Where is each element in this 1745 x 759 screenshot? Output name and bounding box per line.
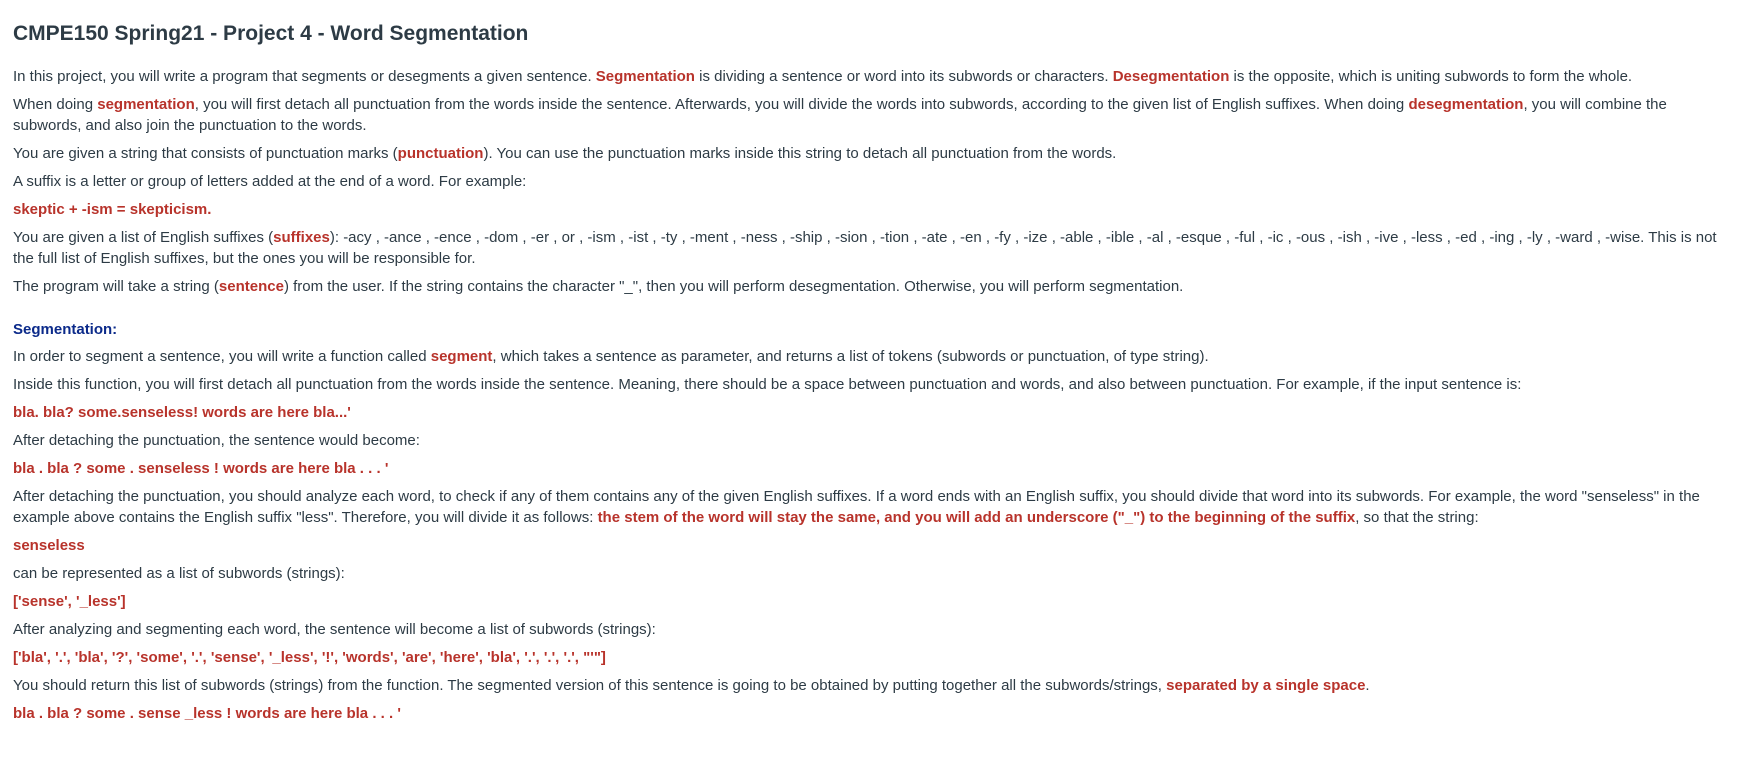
text: After detaching the punctuation, you should analyze each word, to check if any of them contains any of the given English suffixes. If a word ends with an English suffix, you should divide that word into its subwords. For example, the word "senseless" in the example above contains the English suffix "less". Therefore, you will divide it as follows:: [13, 488, 1700, 526]
text: In this project, you will write a program that segments or desegments a given sentence.: [13, 68, 596, 85]
suffix-definition-paragraph: A suffix is a letter or group of letters added at the end of a word. For example:: [13, 173, 527, 190]
page-title: CMPE150 Spring21 - Project 4 - Word Segmentation: [13, 22, 529, 45]
highlight-term: segment: [430, 348, 493, 365]
text: , which takes a sentence as parameter, and returns a list of tokens (subwords or punctuation, of type string).: [492, 348, 1209, 365]
suffix-example: skeptic + -ism = skepticism.: [13, 201, 212, 218]
subword-list-example: ['bla', '.', 'bla', '?', 'some', '.', 'sense', '_less', '!', 'words', 'are', 'here', 'bla', '.', '.', '.', "'"]: [13, 649, 606, 666]
highlight-term: suffixes: [273, 229, 330, 246]
return-paragraph: [13, 675, 1733, 696]
detached-sentence-example: bla . bla ? some . senseless ! words are here bla . . . ': [13, 460, 389, 477]
highlight-term: segmentation: [97, 96, 195, 113]
segmentation-heading: Segmentation:: [13, 321, 118, 338]
punctuation-paragraph: [13, 143, 1733, 164]
highlight-term: sentence: [218, 278, 284, 295]
highlight-term: punctuation: [397, 145, 484, 162]
segmented-sentence-example: bla . bla ? some . sense _less ! words are here bla . . . ': [13, 705, 401, 722]
text: , so that the string:: [1355, 509, 1479, 526]
text: ): -acy , -ance , -ence , -dom , -er , or , -ism , -ist , -ty , -ment , -ness , -ship , -sion , -tion , -ate , -en , -fy , -ize , -able , -ible , -al , -esque , -ful , -ic , -ous , -ish , -ive , -less , -ed , -ing , -ly , -ward , -wise. This is not the full list of English suffixes, but the ones you will be responsible for.: [13, 229, 1717, 267]
highlight-term: Segmentation: [595, 68, 695, 85]
analyze-paragraph: [13, 486, 1733, 528]
text: ) from the user. If the string contains the character "_", then you will perform desegmentation. Otherwise, you will perform segmentation.: [283, 278, 1184, 295]
text: is dividing a sentence or word into its subwords or characters.: [694, 68, 1113, 85]
highlight-term: separated by a single space: [1166, 677, 1366, 694]
detach-paragraph: Inside this function, you will first detach all punctuation from the words inside the sentence. Meaning, there should be a space between punctuation and words, and also between punctuation. For example, if the input sentence is:: [13, 376, 1522, 393]
input-paragraph: [13, 276, 1733, 297]
word-example: senseless: [13, 537, 85, 554]
intro-paragraph: [13, 66, 1733, 87]
text: You should return this list of subwords (strings) from the function. The segmented version of this sentence is going to be obtained by putting together all the subwords/strings,: [13, 677, 1167, 694]
subwords-example: ['sense', '_less']: [13, 593, 126, 610]
text: ). You can use the punctuation marks inside this string to detach all punctuation from the words.: [483, 145, 1117, 162]
text: The program will take a string (: [13, 278, 219, 295]
suffix-list-paragraph: [13, 227, 1733, 269]
subwords-paragraph: can be represented as a list of subwords (strings):: [13, 565, 345, 582]
text: , you will first detach all punctuation from the words inside the sentence. Afterwards, you will divide the words into subwords, according to the given list of English suffixes. When doing: [194, 96, 1409, 113]
after-detach-paragraph: After detaching the punctuation, the sentence would become:: [13, 432, 420, 449]
input-sentence-example: bla. bla? some.senseless! words are here bla...': [13, 404, 351, 421]
segmentation-overview-paragraph: [13, 94, 1733, 136]
highlight-term: desegmentation: [1408, 96, 1524, 113]
list-paragraph: After analyzing and segmenting each word, the sentence will become a list of subwords (strings):: [13, 621, 656, 638]
text: , you will combine the subwords, and also join the punctuation to the words.: [13, 96, 1667, 134]
text: You are given a list of English suffixes (: [13, 229, 274, 246]
text: In order to segment a sentence, you will write a function called: [13, 348, 431, 365]
text: When doing: [13, 96, 98, 113]
highlight-term: Desegmentation: [1112, 68, 1230, 85]
text: is the opposite, which is uniting subwords to form the whole.: [1229, 68, 1633, 85]
text: .: [1365, 677, 1370, 694]
highlight-term: the stem of the word will stay the same, and you will add an underscore ("_") to the beginning of the suffix: [597, 509, 1356, 526]
text: You are given a string that consists of punctuation marks (: [13, 145, 398, 162]
segment-function-paragraph: [13, 346, 1733, 367]
